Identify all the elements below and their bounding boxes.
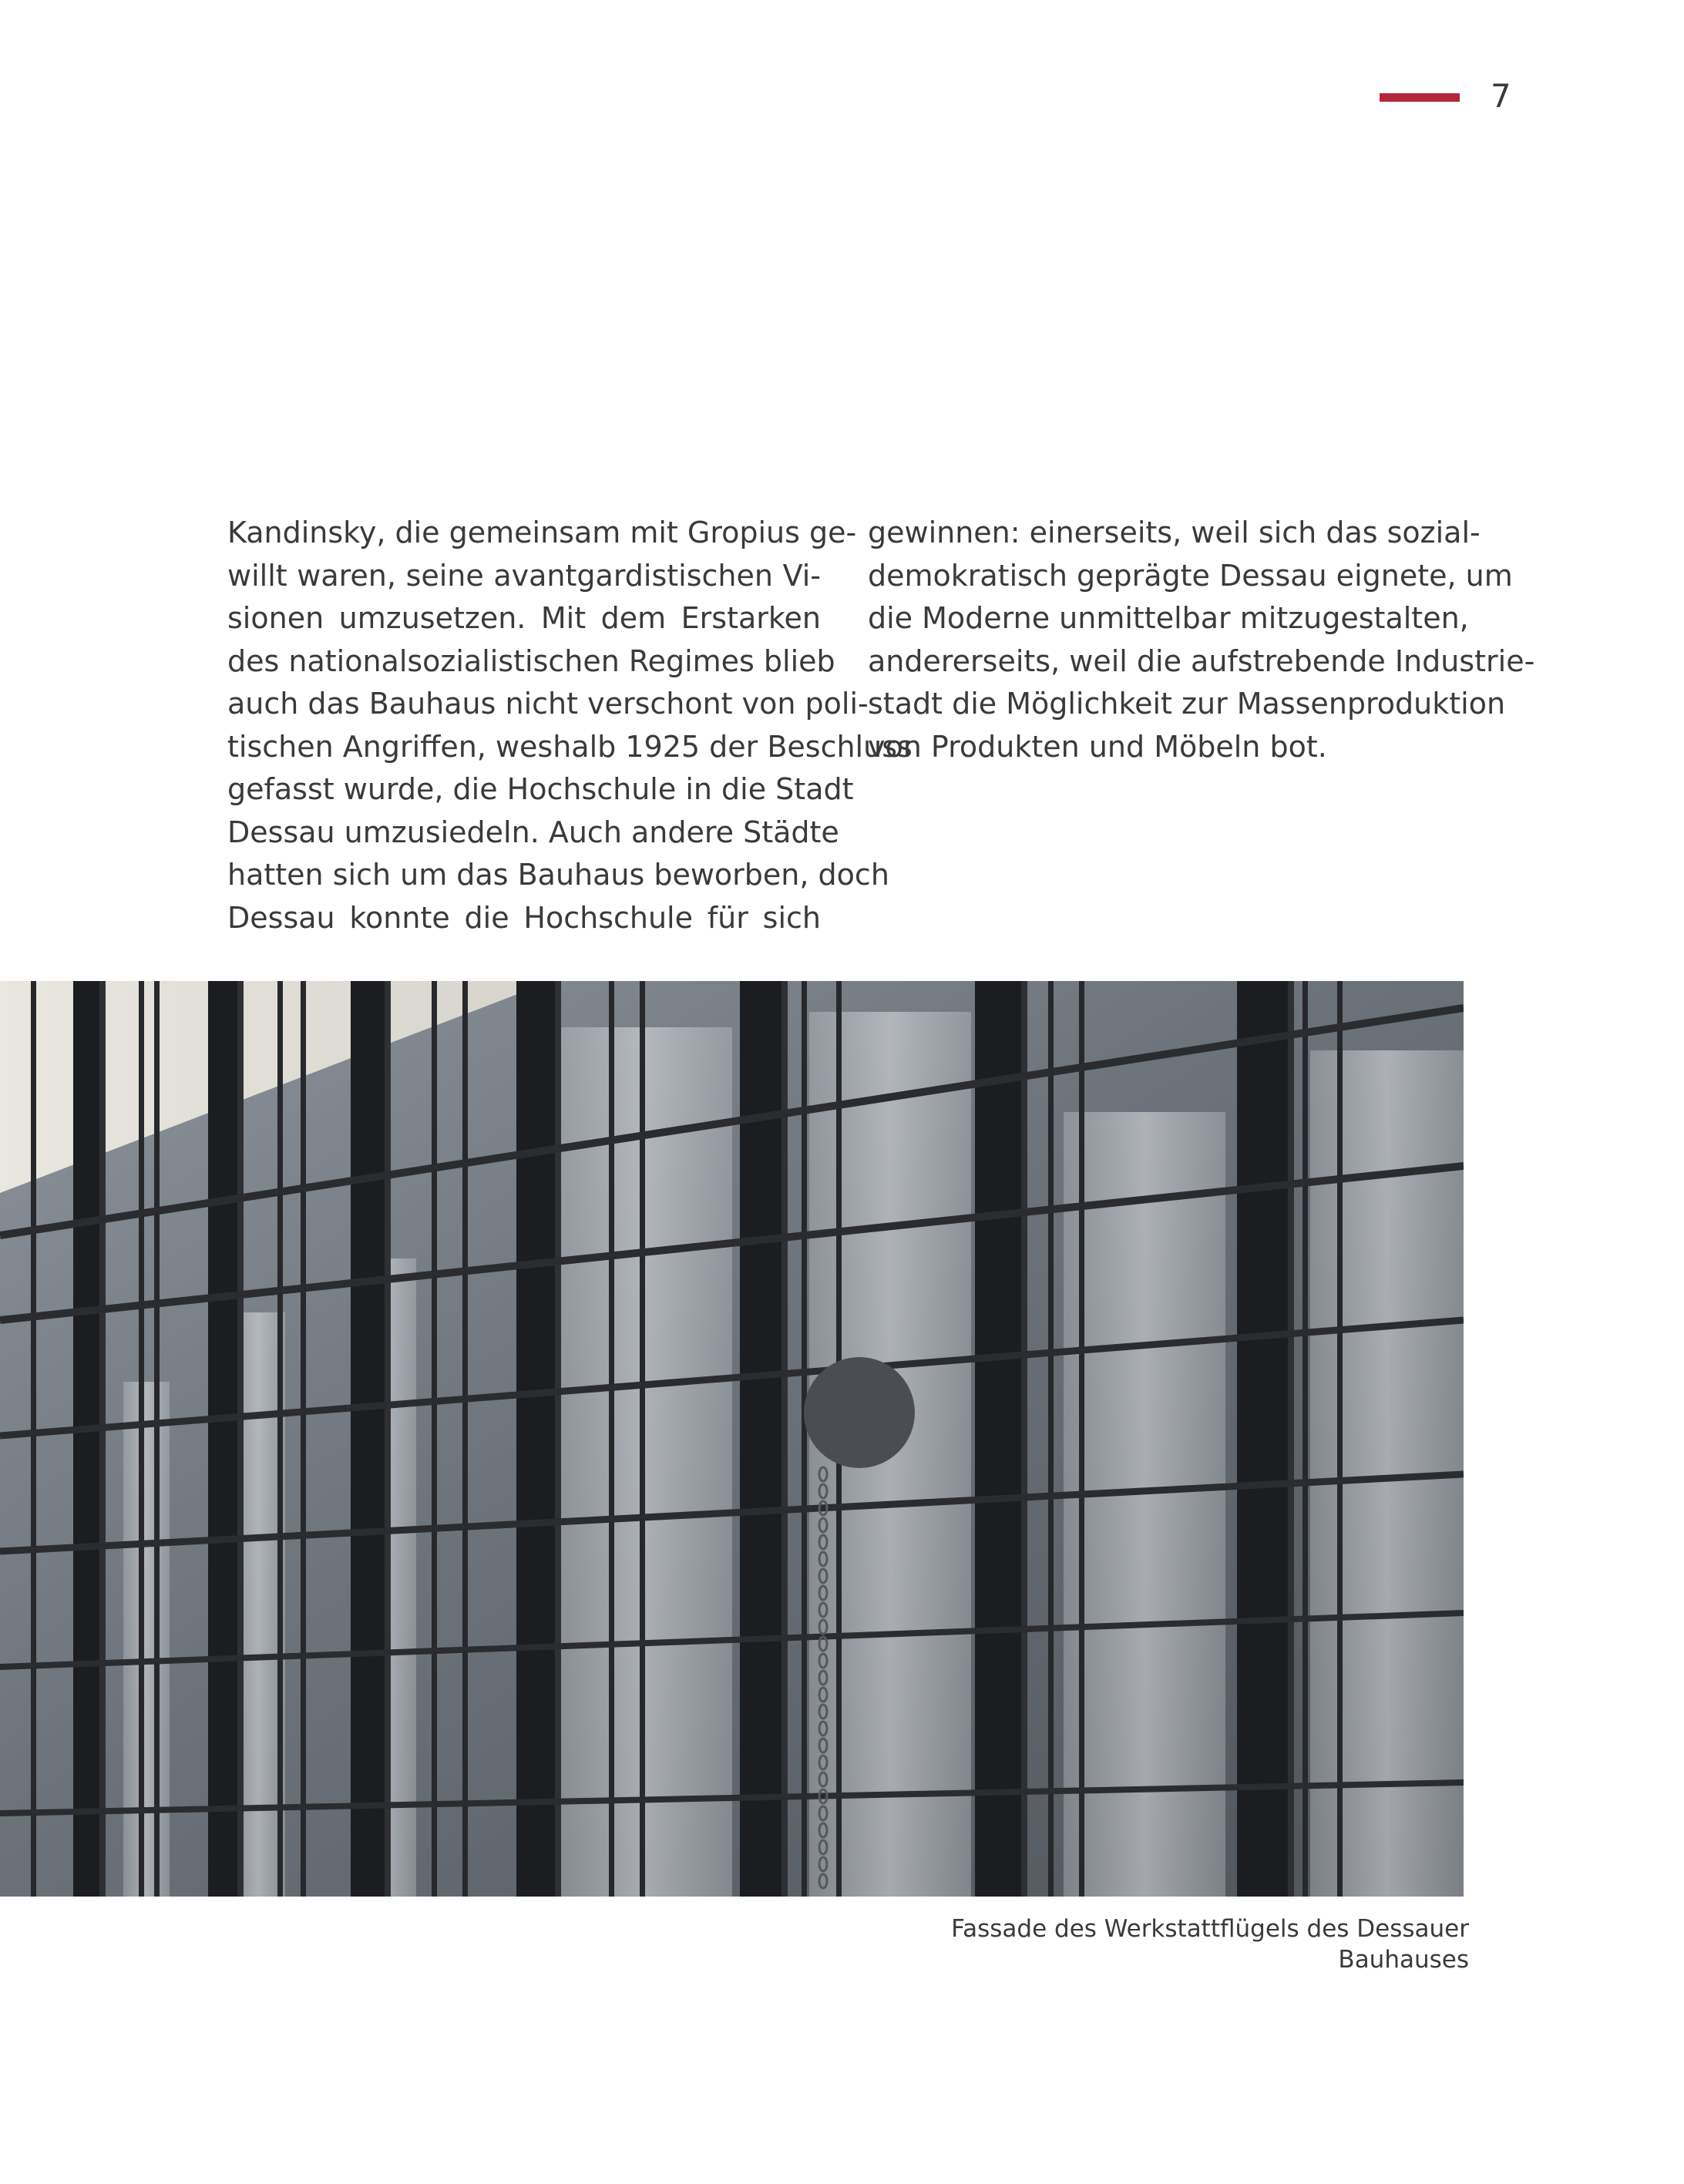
text-line: gewinnen: einerseits, weil sich das sozial- bbox=[868, 516, 1481, 549]
text-line: des nationalsozialistischen Regimes blieb bbox=[227, 643, 835, 678]
facade-frame bbox=[1079, 981, 1084, 1897]
text-line: willt waren, seine avantgardistischen Vi- bbox=[227, 558, 821, 593]
text-line: auch das Bauhaus nicht verschont von poli- bbox=[227, 687, 869, 721]
facade-frame bbox=[1337, 981, 1343, 1897]
vent-disc bbox=[804, 1357, 915, 1468]
facade-mullion-edge bbox=[385, 981, 391, 1897]
facade-frame bbox=[802, 981, 807, 1897]
facade-mullion-edge bbox=[237, 981, 244, 1897]
facade-mullion bbox=[73, 981, 99, 1897]
facade-frame bbox=[301, 981, 306, 1897]
text-line: die Moderne unmittelbar mitzugestalten, bbox=[868, 601, 1469, 635]
facade-mullion-edge bbox=[99, 981, 106, 1897]
facade-frame bbox=[640, 981, 645, 1897]
facade-mullion bbox=[351, 981, 385, 1897]
text-line: gefasst wurde, die Hochschule in die Stadt bbox=[227, 772, 854, 806]
page-accent-bar bbox=[1380, 93, 1460, 102]
facade-frame bbox=[139, 981, 144, 1897]
facade-frame bbox=[154, 981, 160, 1897]
text-line: andererseits, weil die aufstrebende Industrie- bbox=[868, 643, 1535, 678]
text-line: tischen Angriffen, weshalb 1925 der Beschluss bbox=[227, 729, 913, 764]
facade-illustration bbox=[0, 981, 1464, 1897]
facade-mullion-edge bbox=[781, 981, 788, 1897]
bauhaus-facade-photo bbox=[0, 981, 1464, 1897]
text-line: Kandinsky, die gemeinsam mit Gropius ge- bbox=[227, 516, 857, 549]
facade-frame bbox=[609, 981, 614, 1897]
text-line: von Produkten und Möbeln bot. bbox=[868, 729, 1327, 764]
text-line: demokratisch geprägte Dessau eignete, um bbox=[868, 558, 1513, 593]
curtain bbox=[1064, 1112, 1225, 1897]
facade-frame bbox=[1302, 981, 1308, 1897]
facade-mullion-edge bbox=[555, 981, 561, 1897]
text-line: sionen umzusetzen. Mit dem Erstarken bbox=[227, 601, 821, 635]
body-text-left-column bbox=[227, 512, 913, 939]
curtain bbox=[123, 1382, 170, 1897]
text-line: Dessau konnte die Hochschule für sich bbox=[227, 900, 821, 935]
text-line: stadt die Möglichkeit zur Massenproduktion bbox=[868, 687, 1506, 721]
facade-mullion-edge bbox=[1021, 981, 1027, 1897]
facade-frame bbox=[462, 981, 468, 1897]
facade-mullion-edge bbox=[1288, 981, 1294, 1897]
figure-caption: Fassade des Werkstattflügels des Dessauer Bauhauses bbox=[951, 1915, 1469, 1974]
facade-mullion bbox=[975, 981, 1021, 1897]
facade-frame bbox=[432, 981, 437, 1897]
text-line: Dessau umzusiedeln. Auch andere Städte bbox=[227, 815, 839, 849]
facade-frame bbox=[277, 981, 283, 1897]
facade-frame bbox=[1048, 981, 1054, 1897]
body-text-right-column bbox=[868, 512, 1535, 768]
facade-mullion bbox=[1237, 981, 1288, 1897]
facade-frame bbox=[31, 981, 36, 1897]
facade-mullion bbox=[516, 981, 555, 1897]
facade-mullion bbox=[208, 981, 237, 1897]
text-line: hatten sich um das Bauhaus beworben, doch bbox=[227, 858, 889, 892]
page-number: 7 bbox=[1491, 77, 1511, 115]
